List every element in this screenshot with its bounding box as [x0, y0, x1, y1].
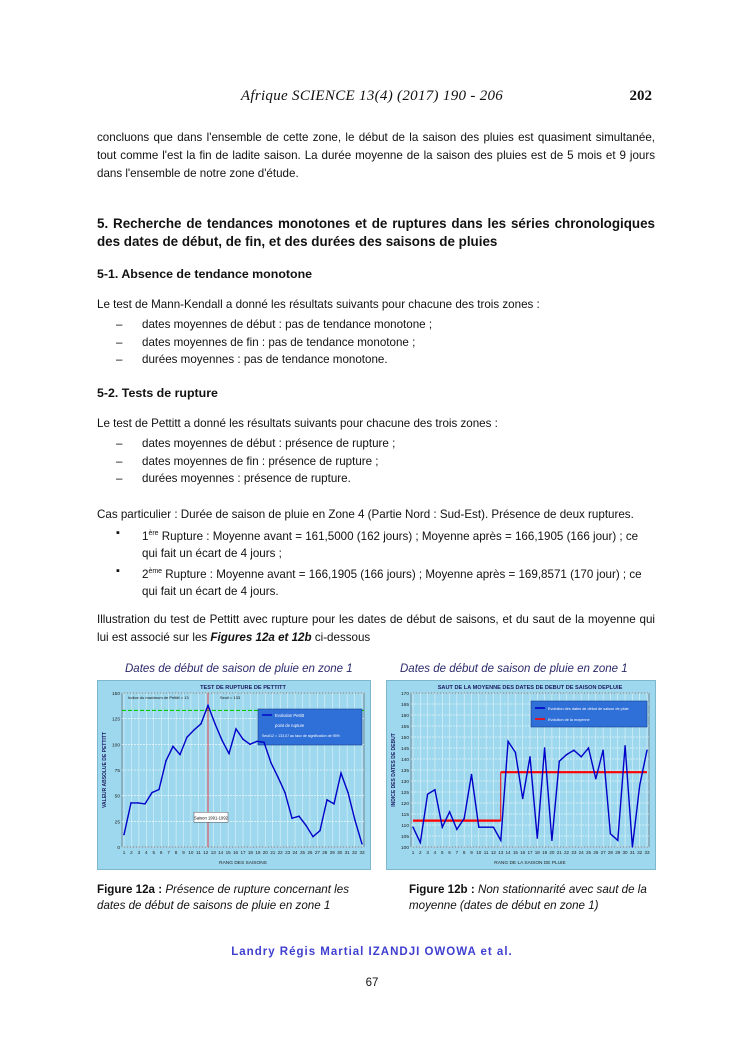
chart-title: SAUT DE LA MOYENNE DES DATES DE DEBUT DE SAISON DEPLUIE: [437, 685, 623, 691]
figure-12b-caption: Figure 12b : Non stationnarité avec saut de la moyenne (dates de début en zone 1): [409, 883, 647, 912]
data-point: [249, 744, 250, 745]
x-tick-label: 33: [644, 850, 650, 855]
data-point: [566, 754, 567, 755]
x-tick-label: 22: [564, 850, 570, 855]
x-tick-label: 20: [262, 850, 268, 855]
x-tick-label: 9: [182, 850, 185, 855]
data-point: [256, 741, 257, 742]
subsection-5-2-list: [116, 435, 656, 488]
data-point: [340, 772, 341, 773]
special-case-paragraph: Cas particulier : Durée de saison de pluie en Zone 4 (Partie Nord : Sud-Est). Présence de deux ruptures.: [97, 508, 634, 521]
y-tick-label: 0: [117, 846, 120, 851]
data-point: [537, 838, 538, 839]
x-tick-label: 32: [637, 850, 643, 855]
x-tick-label: 3: [426, 850, 429, 855]
x-tick-label: 23: [285, 850, 291, 855]
data-point: [529, 756, 530, 757]
data-point: [573, 750, 574, 751]
x-tick-label: 10: [188, 850, 194, 855]
data-point: [471, 774, 472, 775]
y-tick-label: 100: [400, 846, 409, 851]
data-point: [434, 789, 435, 790]
x-tick-label: 25: [585, 850, 592, 855]
x-tick-label: 29: [615, 850, 621, 855]
data-point: [551, 840, 552, 841]
subsection-5-2-heading: 5-2. Tests de rupture: [97, 386, 218, 400]
data-point: [179, 754, 180, 755]
x-tick-label: 1: [411, 850, 415, 855]
data-point: [646, 750, 647, 751]
y-axis-label: INDICE DES DATES DE DEBUT: [391, 733, 397, 807]
y-tick-label: 105: [400, 835, 409, 840]
list-item: – dates moyennes de début : pas de tendance monotone ;: [116, 316, 656, 334]
x-tick-label: 15: [512, 850, 518, 855]
rupture-2-item: ▪ 2ème Rupture : Moyenne avant = 166,1905 (166 jours) ; Moyenne après = 169,8571 (170 jour) ; ce qui fait un écart de 4 jours.: [116, 563, 656, 601]
x-tick-label: 15: [225, 850, 231, 855]
x-tick-label: 6: [159, 850, 163, 855]
list-item: – dates moyennes de fin : présence de rupture ;: [116, 453, 656, 471]
chart-title: TEST DE RUPTURE DE PETTITT: [200, 685, 286, 691]
y-tick-label: 135: [400, 769, 409, 774]
data-point: [221, 740, 222, 741]
x-tick-label: 23: [571, 850, 577, 855]
data-point: [639, 785, 640, 786]
data-point: [291, 818, 292, 819]
data-point: [333, 803, 334, 804]
y-tick-label: 115: [401, 813, 409, 818]
data-point: [151, 792, 152, 793]
data-point: [442, 827, 443, 828]
list-item: – dates moyennes de début : présence de rupture ;: [116, 435, 656, 453]
subsection-5-1-list: [116, 316, 656, 369]
data-point: [319, 830, 320, 831]
x-tick-label: 6: [448, 850, 451, 855]
page-header: [0, 88, 744, 110]
x-tick-label: 21: [556, 850, 562, 855]
x-tick-label: 22: [277, 850, 283, 855]
x-tick-label: 18: [247, 850, 253, 855]
x-tick-label: 5: [152, 850, 156, 855]
data-point: [270, 762, 271, 763]
data-point: [632, 846, 633, 847]
y-tick-label: 150: [111, 692, 120, 697]
figure-12a-chart: [97, 680, 371, 870]
y-tick-label: 50: [114, 794, 120, 800]
y-tick-label: 160: [400, 714, 409, 719]
data-point: [193, 729, 194, 730]
y-tick-label: 145: [400, 747, 409, 752]
x-tick-label: 8: [174, 850, 178, 855]
legend-label: Evolution Pettitt: [275, 713, 305, 718]
data-point: [588, 747, 589, 748]
data-point: [493, 827, 494, 828]
x-tick-label: 28: [322, 850, 328, 855]
rupture-label: Saison 1991-1992: [194, 815, 228, 821]
list-item: – durées moyennes : pas de tendance monotone.: [116, 351, 656, 369]
figure-12a-title: Dates de début de saison de pluie en zone 1: [125, 663, 353, 675]
data-point: [172, 746, 173, 747]
figure-12b-chart: [386, 680, 656, 870]
x-tick-label: 8: [462, 850, 466, 855]
x-tick-label: 12: [490, 850, 496, 855]
data-point: [284, 792, 285, 793]
x-tick-label: 1: [122, 850, 126, 855]
data-point: [130, 802, 131, 803]
data-point: [186, 736, 187, 737]
list-item: – dates moyennes de fin : pas de tendance monotone ;: [116, 334, 656, 352]
data-point: [207, 705, 208, 706]
authors-line: Landry Régis Martial IZANDJI OWOWA et al.: [231, 946, 513, 958]
data-point: [305, 825, 306, 826]
x-tick-label: 28: [607, 850, 613, 855]
x-tick-label: 17: [240, 850, 246, 855]
data-point: [500, 840, 501, 841]
x-tick-label: 10: [476, 850, 482, 855]
x-axis-label: RANG DE LA SAISON DE PLUIE: [494, 861, 566, 866]
x-tick-label: 12: [203, 850, 209, 855]
data-point: [137, 802, 138, 803]
data-point: [277, 776, 278, 777]
data-point: [228, 753, 229, 754]
legend-label: Evolution des dates de début de saison de pluie: [548, 707, 629, 711]
x-tick-label: 4: [145, 850, 148, 855]
y-tick-label: 150: [400, 736, 409, 741]
rupture-list: [116, 525, 656, 601]
data-point: [463, 818, 464, 819]
legend-box: [258, 709, 362, 745]
x-axis-label: RANG DES SAISONS: [219, 861, 267, 866]
x-tick-label: 11: [483, 850, 489, 855]
page-number: 202: [629, 88, 652, 104]
data-point: [522, 798, 523, 799]
x-tick-label: 30: [622, 850, 628, 855]
x-tick-label: 13: [498, 850, 504, 855]
x-tick-label: 20: [549, 850, 555, 855]
subsection-5-1-heading: 5-1. Absence de tendance monotone: [97, 267, 313, 281]
data-point: [427, 794, 428, 795]
legend-label: Evolution de la moyenne: [548, 718, 590, 722]
x-tick-label: 2: [130, 850, 133, 855]
data-point: [347, 792, 348, 793]
data-point: [456, 829, 457, 830]
data-point: [580, 756, 581, 757]
y-tick-label: 75: [114, 769, 120, 774]
x-tick-label: 9: [470, 850, 473, 855]
figure-12a-caption: Figure 12a : Présence de rupture concernant les dates de début de saisons de pluie en zone 1: [97, 883, 349, 912]
x-tick-label: 14: [218, 850, 224, 855]
rupture-1-item: ▪ 1ère Rupture : Moyenne avant = 161,5000 (162 jours) ; Moyenne après = 166,1905 (166 jour) ; ce qui fait un écart de 4 jours ;: [116, 525, 656, 563]
y-tick-label: 125: [400, 791, 409, 796]
data-point: [298, 816, 299, 817]
journal-title: Afrique SCIENCE 13(4) (2017) 190 - 206: [240, 88, 504, 104]
x-tick-label: 16: [233, 850, 239, 855]
annotation-max: Indice du maximum de Pettitt = 13: [128, 695, 189, 700]
x-tick-label: 27: [314, 850, 320, 855]
data-point: [165, 760, 166, 761]
data-point: [507, 741, 508, 742]
y-tick-label: 140: [400, 758, 409, 763]
mean-jump-chart: [387, 681, 655, 869]
y-tick-label: 25: [114, 820, 120, 826]
legend-box: [531, 701, 647, 727]
data-point: [361, 843, 362, 844]
data-point: [200, 723, 201, 724]
data-point: [144, 803, 145, 804]
y-tick-label: 100: [111, 743, 120, 749]
x-tick-label: 2: [419, 850, 422, 855]
x-tick-label: 4: [433, 850, 437, 855]
data-point: [412, 827, 413, 828]
data-point: [123, 834, 124, 835]
x-tick-label: 5: [440, 850, 444, 855]
y-axis-label: VALEUR ABSOLUE DE PETTITT: [102, 732, 108, 808]
legend-label: Seuil12 = 133,07 au taux de signification de 95%: [262, 734, 340, 738]
data-point: [263, 742, 264, 743]
data-point: [610, 833, 611, 834]
x-tick-label: 19: [542, 850, 548, 855]
x-tick-label: 25: [299, 850, 306, 855]
x-tick-label: 30: [337, 850, 343, 855]
x-tick-label: 17: [527, 850, 533, 855]
subsection-5-1-intro: Le test de Mann-Kendall a donné les résultats suivants pour chacune des trois zones :: [97, 298, 540, 311]
x-tick-label: 26: [593, 850, 599, 855]
pettitt-chart: [98, 681, 370, 869]
data-point: [312, 836, 313, 837]
annotation-threshold: Seuil = 133: [220, 695, 241, 700]
data-point: [214, 723, 215, 724]
x-tick-label: 14: [505, 850, 511, 855]
x-tick-label: 29: [329, 850, 335, 855]
data-point: [617, 840, 618, 841]
y-tick-label: 120: [400, 802, 409, 807]
x-tick-label: 13: [210, 850, 216, 855]
x-tick-label: 11: [195, 850, 201, 855]
x-tick-label: 24: [292, 850, 298, 855]
x-tick-label: 18: [534, 850, 540, 855]
data-point: [158, 789, 159, 790]
y-tick-label: 165: [400, 703, 409, 708]
data-point: [326, 799, 327, 800]
x-tick-label: 26: [307, 850, 313, 855]
subsection-5-2-intro: Le test de Pettitt a donné les résultats suivants pour chacune des trois zones :: [97, 417, 498, 430]
data-point: [478, 827, 479, 828]
illustration-paragraph: Illustration du test de Pettitt avec rupture pour les dates de début de saisons, et du saut de la moyenne qui lui est associé sur les Figures 12a et 12b ci-dessous: [97, 613, 655, 644]
data-point: [449, 811, 450, 812]
x-tick-label: 32: [352, 850, 358, 855]
x-tick-label: 19: [255, 850, 261, 855]
section-5-heading: 5. Recherche de tendances monotones et de ruptures dans les séries chronologiques des dates de début, de fin, et des durées des saisons de pluies: [97, 216, 655, 249]
x-tick-label: 27: [600, 850, 606, 855]
figure-12b-title: Dates de début de saison de pluie en zone 1: [400, 663, 628, 675]
data-point: [235, 728, 236, 729]
x-tick-label: 7: [167, 850, 170, 855]
y-tick-label: 130: [400, 780, 409, 785]
x-tick-label: 31: [629, 850, 635, 855]
folio-number: 67: [365, 977, 379, 989]
data-point: [544, 747, 545, 748]
x-tick-label: 33: [359, 850, 365, 855]
x-tick-label: 24: [578, 850, 584, 855]
y-tick-label: 125: [111, 717, 120, 723]
data-point: [420, 842, 421, 843]
y-tick-label: 170: [400, 692, 409, 697]
data-point: [242, 739, 243, 740]
data-point: [559, 761, 560, 762]
x-tick-label: 21: [270, 850, 276, 855]
x-tick-label: 16: [520, 850, 526, 855]
data-point: [602, 750, 603, 751]
y-tick-label: 155: [400, 725, 409, 730]
data-point: [595, 778, 596, 779]
list-item: – durées moyennes : présence de rupture.: [116, 470, 656, 488]
data-point: [354, 820, 355, 821]
data-point: [485, 827, 486, 828]
intro-paragraph: concluons que dans l'ensemble de cette zone, le début de la saison des pluies est quasiment simultanée, tout comme l'est la fin de ladite saison. La durée moyenne de la saison des pluies est de 5 mois et 9 jours dans l'ensemble de notre zone d'étude.: [97, 131, 655, 180]
y-tick-label: 110: [401, 824, 409, 829]
data-point: [624, 745, 625, 746]
legend-label: point de rupture: [275, 723, 305, 728]
x-tick-label: 3: [137, 850, 141, 855]
x-tick-label: 7: [455, 850, 459, 855]
x-tick-label: 31: [344, 850, 350, 855]
data-point: [515, 752, 516, 753]
